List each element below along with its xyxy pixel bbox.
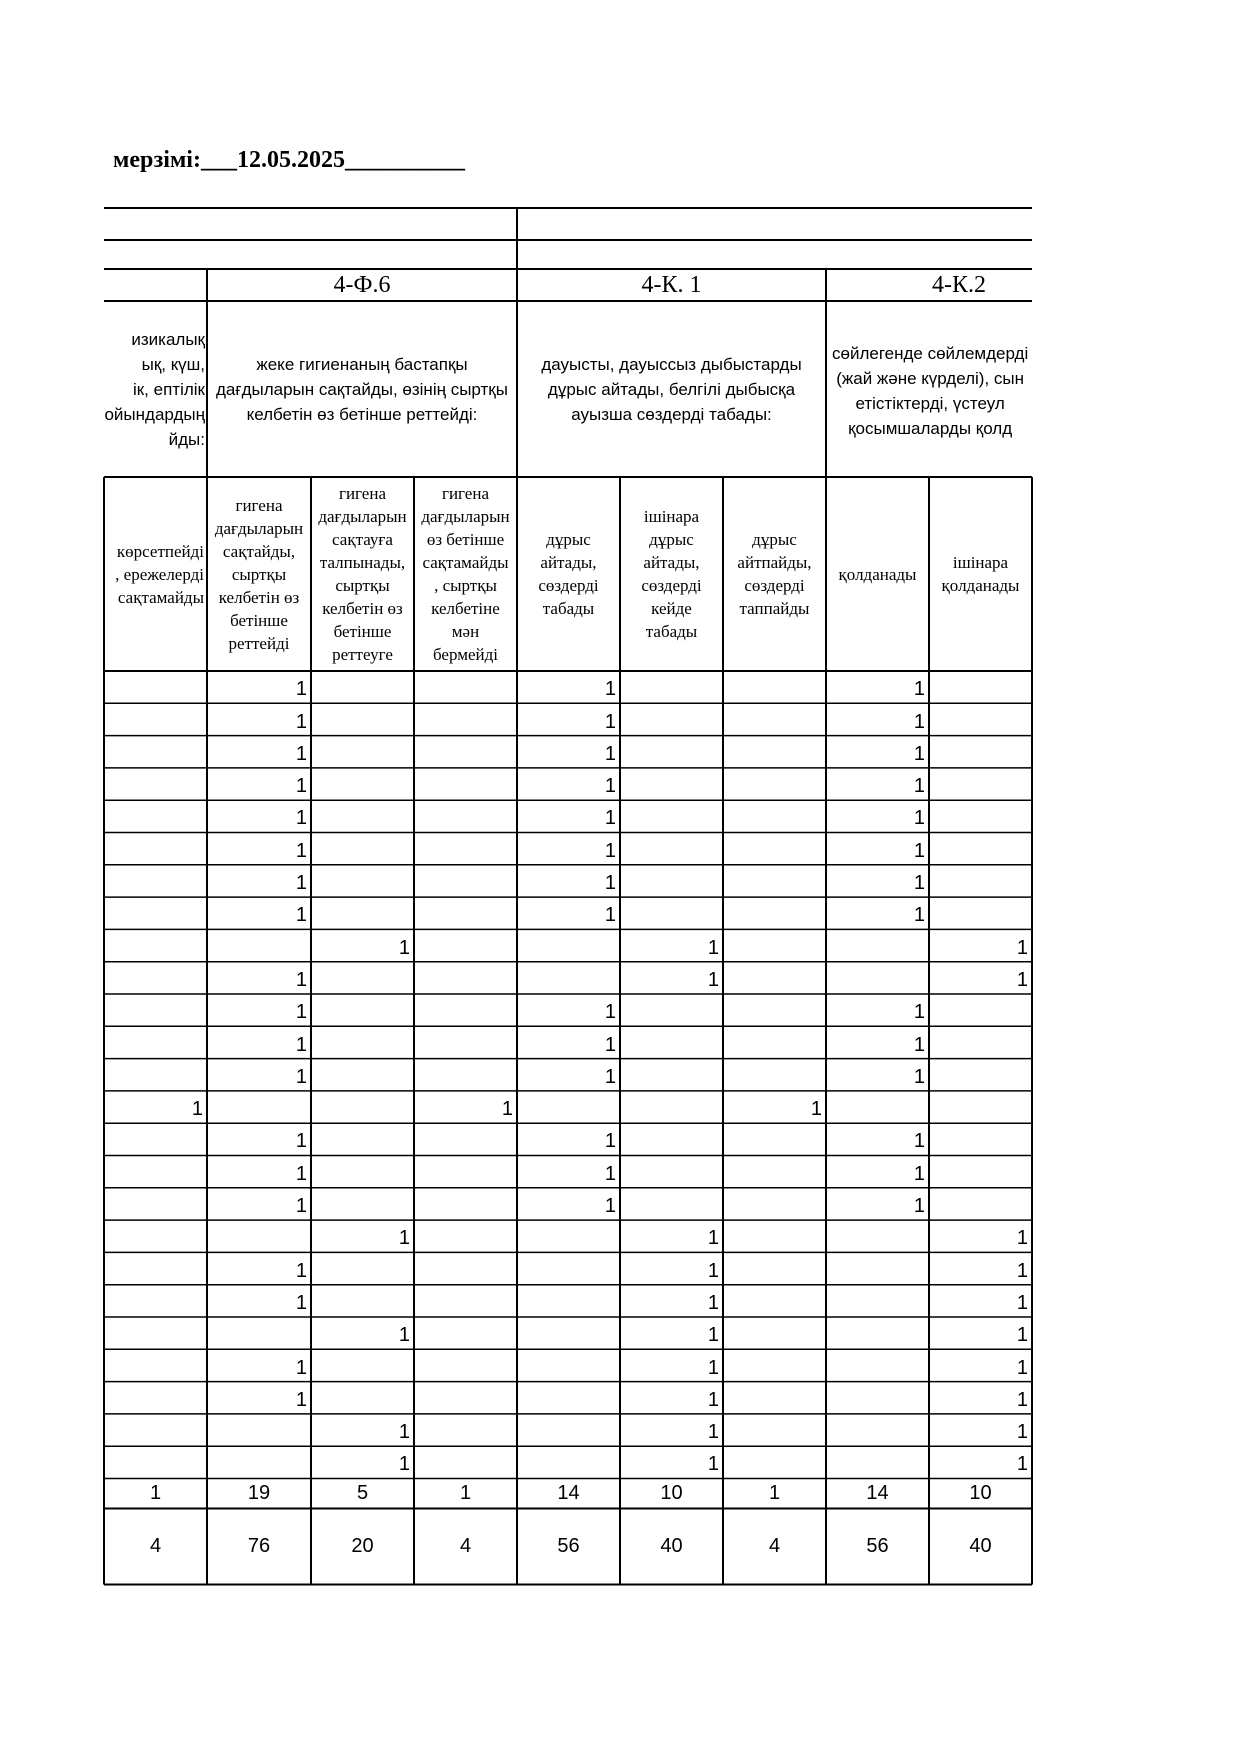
- table-cell: 1: [604, 678, 616, 701]
- table-cell: [311, 1156, 414, 1188]
- table-cell: [723, 1026, 826, 1058]
- table-cell: 1: [913, 839, 925, 862]
- table-cell: [311, 833, 414, 865]
- table-cell: 1: [604, 1195, 616, 1218]
- criterion-description-1: изикалық ық, күш, ік, ептілік ойындардың йды:: [104, 329, 205, 449]
- percent-cell: 4: [459, 1535, 472, 1557]
- total-count-cell: 5: [356, 1482, 369, 1504]
- table-cell: [104, 994, 207, 1026]
- table-cell: 1: [913, 1130, 925, 1153]
- table-cell: [517, 1285, 620, 1317]
- table-cell: 1: [604, 1130, 616, 1153]
- table-cell: 1: [1016, 1227, 1028, 1250]
- table-cell: [104, 736, 207, 768]
- table-cell: 1: [398, 1453, 410, 1476]
- table-cell: [414, 703, 517, 735]
- table-cell: [414, 1349, 517, 1381]
- criterion-description-2: жеке гигиенаның бастапқы дағдыларын сақтайды, өзінің сыртқы келбетін өз бетінше реттейді:: [216, 354, 508, 424]
- table-cell: [311, 1382, 414, 1414]
- table-cell: [414, 1188, 517, 1220]
- table-cell: 1: [604, 1162, 616, 1185]
- level-subheader-2: гигена дағдыларын сақтайды, сыртқы келбетін өз бетінше реттейді: [214, 495, 304, 653]
- table-cell: [311, 1026, 414, 1058]
- table-cell: [104, 865, 207, 897]
- table-cell: [414, 994, 517, 1026]
- table-cell: [104, 1446, 207, 1478]
- table-cell: 1: [295, 904, 307, 927]
- table-cell: [517, 962, 620, 994]
- table-cell: [723, 1317, 826, 1349]
- table-cell: 1: [913, 1001, 925, 1024]
- table-cell: 1: [295, 710, 307, 733]
- level-subheader-1: көрсетпейді , ережелерді сақтамайды: [115, 541, 204, 607]
- table-cell: 1: [604, 742, 616, 765]
- table-cell: [311, 1188, 414, 1220]
- table-cell: [414, 1414, 517, 1446]
- table-cell: 1: [295, 1291, 307, 1314]
- table-cell: [414, 736, 517, 768]
- table-cell: 1: [707, 1421, 719, 1444]
- table-cell: [929, 736, 1032, 768]
- total-count-cell: 10: [969, 1482, 992, 1504]
- table-cell: 1: [913, 904, 925, 927]
- table-cell: 1: [1016, 1388, 1028, 1411]
- table-cell: [311, 897, 414, 929]
- table-cell: [104, 1252, 207, 1284]
- indicator-code-3: 4-К.2: [932, 271, 986, 298]
- table-cell: [723, 897, 826, 929]
- table-cell: 1: [1016, 1453, 1028, 1476]
- table-cell: [104, 1156, 207, 1188]
- table-cell: [207, 929, 311, 961]
- level-subheader-5: дұрыс айтады, сөздерді табады: [538, 530, 599, 618]
- table-cell: 1: [810, 1098, 822, 1121]
- table-cell: 1: [604, 1065, 616, 1088]
- level-subheader-8: қолданады: [838, 564, 917, 584]
- table-cell: 1: [191, 1098, 203, 1121]
- table-cell: [929, 833, 1032, 865]
- percent-cell: 56: [557, 1535, 580, 1557]
- table-cell: [414, 1220, 517, 1252]
- table-cell: [311, 1123, 414, 1155]
- table-cell: 1: [295, 742, 307, 765]
- table-cell: [104, 1026, 207, 1058]
- table-cell: 1: [295, 839, 307, 862]
- table-cell: [723, 1220, 826, 1252]
- table-cell: [207, 1317, 311, 1349]
- table-cell: [311, 1252, 414, 1284]
- table-cell: 1: [295, 1065, 307, 1088]
- table-cell: [620, 897, 723, 929]
- table-cell: [826, 1091, 929, 1123]
- table-cell: [104, 833, 207, 865]
- table-cell: [620, 1123, 723, 1155]
- table-cell: [620, 703, 723, 735]
- table-cell: [311, 800, 414, 832]
- table-cell: 1: [707, 1227, 719, 1250]
- level-subheader-3: гигена дағдыларын сақтауға талпынады, сыртқы келбетін өз бетінше реттеуге: [318, 484, 407, 664]
- table-cell: [414, 1317, 517, 1349]
- table-cell: [207, 1446, 311, 1478]
- table-cell: [414, 833, 517, 865]
- table-cell: [929, 671, 1032, 703]
- table-cell: [104, 703, 207, 735]
- table-cell: [311, 736, 414, 768]
- table-cell: 1: [1016, 936, 1028, 959]
- table-cell: [311, 671, 414, 703]
- table-cell: [517, 1382, 620, 1414]
- percent-cell: 76: [247, 1535, 271, 1557]
- table-cell: 1: [604, 710, 616, 733]
- table-cell: [826, 1220, 929, 1252]
- table-cell: 1: [295, 678, 307, 701]
- table-cell: [723, 1059, 826, 1091]
- table-cell: [723, 994, 826, 1026]
- table-cell: [207, 1220, 311, 1252]
- total-count-cell: 14: [866, 1482, 889, 1504]
- table-cell: [414, 1059, 517, 1091]
- table-cell: [414, 1026, 517, 1058]
- table-cell: [929, 1188, 1032, 1220]
- criterion-description-4: сөйлегенде сөйлемдерді (жай және күрделі), сын етістіктерді, үстеул қосымшаларды қолд: [832, 344, 1029, 438]
- document-date-title: мерзімі:___12.05.2025__________: [113, 147, 465, 173]
- table-cell: [723, 1156, 826, 1188]
- table-cell: [826, 1252, 929, 1284]
- table-cell: [414, 865, 517, 897]
- table-cell: 1: [913, 807, 925, 830]
- table-cell: [723, 833, 826, 865]
- table-cell: 1: [604, 1001, 616, 1024]
- table-cell: [414, 1382, 517, 1414]
- table-cell: [517, 1349, 620, 1381]
- table-cell: [104, 671, 207, 703]
- table-cell: 1: [913, 710, 925, 733]
- table-cell: 1: [913, 1033, 925, 1056]
- table-cell: [929, 1156, 1032, 1188]
- table-cell: [929, 1123, 1032, 1155]
- percent-cell: 20: [351, 1535, 374, 1557]
- table-cell: [620, 1091, 723, 1123]
- table-cell: [311, 865, 414, 897]
- indicator-code-1: 4-Ф.6: [333, 271, 391, 298]
- table-cell: 1: [1016, 1421, 1028, 1444]
- table-cell: [826, 1414, 929, 1446]
- table-cell: [723, 929, 826, 961]
- table-cell: [311, 962, 414, 994]
- table-cell: [104, 1059, 207, 1091]
- table-cell: [311, 703, 414, 735]
- table-cell: [104, 897, 207, 929]
- table-cell: [311, 1285, 414, 1317]
- table-cell: 1: [604, 872, 616, 895]
- total-count-cell: 14: [557, 1482, 580, 1504]
- table-cell: [620, 1156, 723, 1188]
- table-cell: 1: [295, 1356, 307, 1379]
- percent-cell: 56: [866, 1535, 889, 1557]
- table-cell: [826, 1285, 929, 1317]
- level-subheader-4: гигена дағдыларын өз бетінше сақтамайды , сыртқы келбетіне мән бермейді: [421, 484, 510, 664]
- table-cell: [929, 1059, 1032, 1091]
- table-cell: [414, 800, 517, 832]
- table-cell: 1: [707, 936, 719, 959]
- table-cell: 1: [604, 807, 616, 830]
- table-cell: [311, 1349, 414, 1381]
- table-cell: [207, 1091, 311, 1123]
- table-cell: 1: [913, 742, 925, 765]
- table-cell: [104, 768, 207, 800]
- criterion-description-3: дауысты, дауыссыз дыбыстарды дұрыс айтады, белгілі дыбысқа ауызша сөздерді табады:: [541, 354, 802, 424]
- table-cell: [929, 994, 1032, 1026]
- table-cell: [723, 671, 826, 703]
- table-cell: 1: [913, 1195, 925, 1218]
- table-cell: [826, 1317, 929, 1349]
- table-cell: [826, 1349, 929, 1381]
- table-cell: [517, 1317, 620, 1349]
- table-cell: [723, 800, 826, 832]
- table-cell: 1: [295, 1001, 307, 1024]
- table-cell: [929, 800, 1032, 832]
- table-cell: [620, 1026, 723, 1058]
- table-cell: [311, 768, 414, 800]
- table-cell: [311, 1091, 414, 1123]
- table-cell: [414, 1156, 517, 1188]
- table-cell: [723, 1349, 826, 1381]
- table-cell: [826, 1446, 929, 1478]
- table-cell: [620, 1188, 723, 1220]
- table-cell: [311, 994, 414, 1026]
- table-cell: 1: [295, 1195, 307, 1218]
- table-cell: [723, 1252, 826, 1284]
- table-cell: [414, 929, 517, 961]
- table-cell: [414, 768, 517, 800]
- table-cell: [104, 1382, 207, 1414]
- table-cell: [104, 1188, 207, 1220]
- table-cell: [929, 1026, 1032, 1058]
- table-cell: [723, 703, 826, 735]
- table-cell: [723, 1382, 826, 1414]
- table-cell: 1: [1016, 1291, 1028, 1314]
- table-cell: [826, 962, 929, 994]
- table-cell: [517, 1220, 620, 1252]
- table-cell: 1: [295, 1388, 307, 1411]
- table-cell: [723, 1414, 826, 1446]
- table-cell: 1: [604, 904, 616, 927]
- table-cell: 1: [913, 775, 925, 798]
- table-cell: [929, 865, 1032, 897]
- table-cell: [620, 768, 723, 800]
- table-cell: [620, 865, 723, 897]
- table-cell: [207, 1414, 311, 1446]
- table-cell: [311, 1059, 414, 1091]
- table-cell: 1: [913, 1162, 925, 1185]
- table-cell: [517, 1091, 620, 1123]
- table-cell: 1: [295, 1162, 307, 1185]
- table-cell: 1: [707, 1324, 719, 1347]
- table-cell: 1: [1016, 1324, 1028, 1347]
- table-cell: [723, 1446, 826, 1478]
- table-cell: [723, 736, 826, 768]
- table-cell: [104, 1285, 207, 1317]
- indicator-code-2: 4-К. 1: [641, 271, 702, 298]
- table-cell: 1: [501, 1098, 513, 1121]
- table-cell: [414, 1446, 517, 1478]
- table-cell: [620, 833, 723, 865]
- table-cell: 1: [913, 1065, 925, 1088]
- table-cell: [104, 800, 207, 832]
- table-cell: 1: [707, 1291, 719, 1314]
- percent-cell: 4: [768, 1535, 781, 1557]
- table-cell: [414, 962, 517, 994]
- table-cell: [104, 1220, 207, 1252]
- table-cell: 1: [1016, 968, 1028, 991]
- table-cell: [104, 1414, 207, 1446]
- level-subheader-9: ішінара қолданады: [941, 553, 1020, 595]
- total-count-cell: 1: [459, 1482, 472, 1504]
- table-cell: [620, 994, 723, 1026]
- table-cell: 1: [295, 1130, 307, 1153]
- table-cell: [517, 1414, 620, 1446]
- table-cell: 1: [604, 839, 616, 862]
- table-cell: [929, 768, 1032, 800]
- table-cell: [723, 768, 826, 800]
- table-cell: [723, 962, 826, 994]
- percent-cell: 4: [149, 1535, 162, 1557]
- table-cell: [723, 865, 826, 897]
- total-count-cell: 1: [149, 1482, 162, 1504]
- table-cell: [414, 671, 517, 703]
- table-cell: [620, 736, 723, 768]
- table-cell: 1: [913, 678, 925, 701]
- percent-cell: 40: [660, 1535, 683, 1557]
- table-cell: [517, 929, 620, 961]
- table-cell: [620, 1059, 723, 1091]
- table-cell: [414, 897, 517, 929]
- table-cell: [104, 962, 207, 994]
- level-subheader-6: ішінара дұрыс айтады, сөздерді кейде табады: [641, 507, 702, 641]
- table-cell: [104, 929, 207, 961]
- table-cell: [104, 1349, 207, 1381]
- percent-cell: 40: [969, 1535, 992, 1557]
- table-cell: 1: [707, 1259, 719, 1282]
- table-cell: 1: [604, 775, 616, 798]
- table-cell: [929, 897, 1032, 929]
- table-cell: [723, 1285, 826, 1317]
- table-cell: [620, 671, 723, 703]
- table-cell: [517, 1446, 620, 1478]
- table-cell: [517, 1252, 620, 1284]
- table-cell: [826, 1382, 929, 1414]
- table-cell: 1: [398, 936, 410, 959]
- table-cell: [414, 1285, 517, 1317]
- level-subheader-7: дұрыс айтпайды, сөздерді таппайды: [737, 530, 812, 618]
- table-cell: [620, 800, 723, 832]
- table-cell: [826, 929, 929, 961]
- total-count-cell: 19: [247, 1482, 271, 1504]
- table-cell: [929, 703, 1032, 735]
- table-cell: 1: [1016, 1259, 1028, 1282]
- table-cell: 1: [1016, 1356, 1028, 1379]
- table-cell: [929, 1091, 1032, 1123]
- table-cell: [104, 1317, 207, 1349]
- table-cell: 1: [707, 1388, 719, 1411]
- table-cell: 1: [295, 1033, 307, 1056]
- table-cell: 1: [295, 807, 307, 830]
- table-cell: 1: [398, 1421, 410, 1444]
- table-cell: 1: [295, 775, 307, 798]
- table-cell: [414, 1252, 517, 1284]
- table-cell: 1: [707, 1453, 719, 1476]
- table-cell: 1: [398, 1227, 410, 1250]
- table-cell: [414, 1123, 517, 1155]
- total-count-cell: 1: [768, 1482, 781, 1504]
- table-cell: 1: [707, 1356, 719, 1379]
- table-cell: 1: [707, 968, 719, 991]
- table-cell: 1: [604, 1033, 616, 1056]
- table-cell: [723, 1123, 826, 1155]
- table-cell: [104, 1123, 207, 1155]
- table-cell: 1: [295, 872, 307, 895]
- table-cell: [723, 1188, 826, 1220]
- total-count-cell: 10: [660, 1482, 683, 1504]
- table-cell: 1: [295, 1259, 307, 1282]
- table-cell: 1: [398, 1324, 410, 1347]
- table-cell: 1: [913, 872, 925, 895]
- table-cell: 1: [295, 968, 307, 991]
